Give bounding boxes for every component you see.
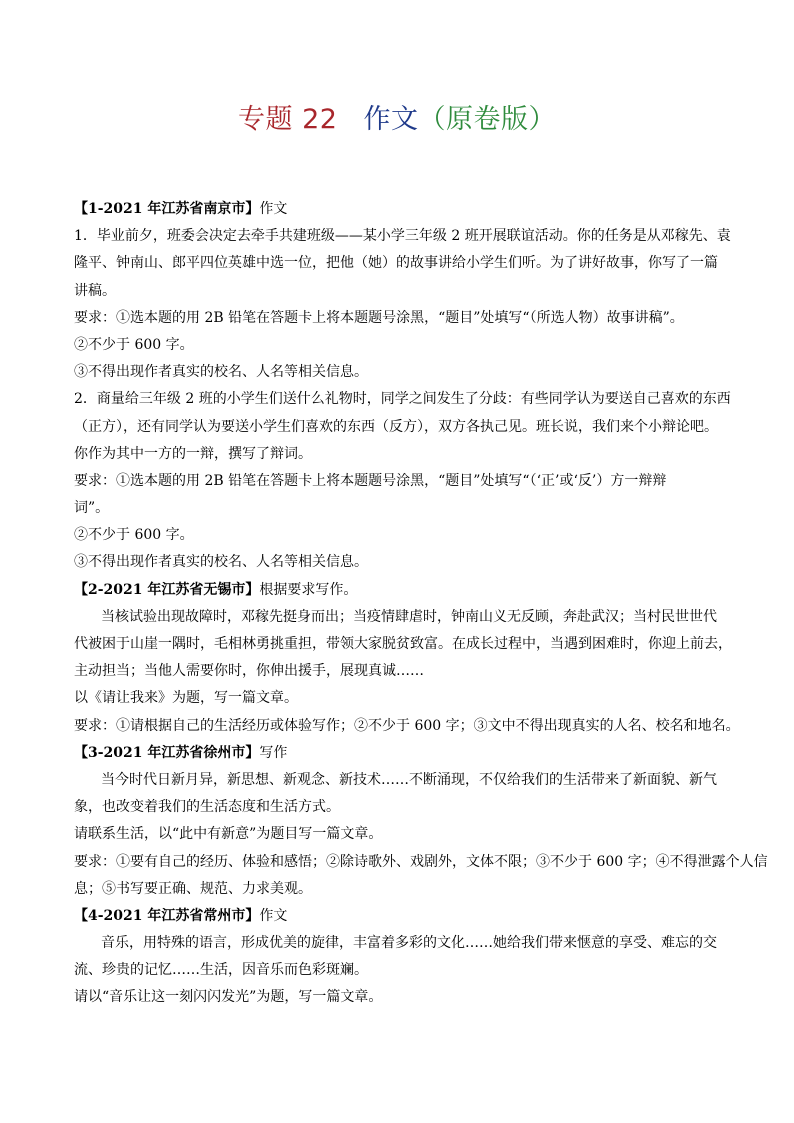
requirement-line: 要求：①请根据自己的生活经历或体验写作；②不少于 600 字；③文中不得出现真实的人名、校名和地名。	[74, 717, 740, 734]
section-source: 【1-2021 年江苏省南京市】	[74, 201, 260, 217]
question-section	[74, 740, 768, 903]
requirement-line: ②不少于 600 字。	[74, 527, 194, 544]
body-line: 请联系生活，以“此中有新意”为题目写一篇文章。	[74, 826, 383, 843]
section-task: 作文	[259, 201, 288, 217]
section-source: 【3-2021 年江苏省徐州市】	[74, 744, 260, 761]
requirement-line: 息；⑤书写要正确、规范、力求美观。	[74, 880, 312, 897]
body-line: 当核试验出现故障时，邓稼先挺身而出；当疫情肆虐时，钟南山义无反顾，奔赴武汉；当村民世世代	[101, 608, 717, 625]
body-line: 主动担当；当他人需要你时，你伸出援手，展现真诚……	[74, 663, 424, 680]
requirement-line: 要求：①要有自己的经历、体验和感悟；②除诗歌外、戏剧外，文体不限；③不少于 600 字；④不得泄露个人信	[74, 853, 768, 870]
body-line: 隆平、钟南山、郎平四位英雄中选一位，把他（她）的故事讲给小学生们听。为了讲好故事，你写了一篇	[74, 255, 718, 272]
body-line: 2．商量给三年级 2 班的小学生们送什么礼物时，同学之间发生了分歧：有些同学认为要送自己喜欢的东西	[74, 391, 731, 408]
requirement-line: 词”。	[74, 500, 110, 517]
requirement-line: ③不得出现作者真实的校名、人名等相关信息。	[74, 364, 368, 381]
requirement-line: ②不少于 600 字。	[74, 336, 194, 353]
requirement-line: 要求：①选本题的用 2B 铅笔在答题卡上将本题题号涂黑，“题目”处填写“（所选人物）故事讲稿”。	[74, 309, 684, 326]
body-line: 象，也改变着我们的生活态度和生活方式。	[74, 799, 340, 816]
section-task: 作文	[259, 907, 288, 924]
section-header	[74, 196, 730, 223]
body-line: 代被困于山崖一隅时，毛相林勇挑重担，带领大家脱贫致富。在成长过程中，当遇到困难时，你迎上前去，	[74, 636, 732, 652]
section-source: 【2-2021 年江苏省无锡市】	[74, 581, 260, 598]
requirement-line: 要求：①选本题的用 2B 铅笔在答题卡上将本题题号涂黑，“题目”处填写“（‘正’或‘反’）方一辩辩	[74, 472, 667, 489]
body-line: 音乐，用特殊的语言，形成优美的旋律，丰富着多彩的文化……她给我们带来惬意的享受、难忘的交	[101, 935, 717, 952]
body-line: 当今时代日新月异，新思想、新观念、新技术……不断涌现，不仅给我们的生活带来了新面貌、新气	[101, 771, 717, 788]
title-edition: （原卷版）	[418, 104, 556, 135]
page-title	[0, 100, 794, 140]
title-subject: 作文	[363, 104, 419, 135]
section-header	[74, 903, 730, 930]
body-line: 你作为其中一方的一辩，撰写了辩词。	[74, 445, 312, 462]
title-topic-number: 专题 22	[238, 104, 338, 135]
body-line: 讲稿。	[74, 282, 116, 299]
body-line: 请以“音乐让这一刻闪闪发光”为题，写一篇文章。	[74, 989, 383, 1006]
body-line: 1．毕业前夕，班委会决定去牵手共建班级——某小学三年级 2 班开展联谊活动。你的任务是从邓稼先、袁	[74, 228, 731, 245]
body-line: （正方），还有同学认为要送小学生们喜欢的东西（反方），双方各执己见。班长说，我们来个小辩论吧。	[74, 418, 718, 435]
section-task: 根据要求写作。	[259, 581, 358, 598]
section-source: 【4-2021 年江苏省常州市】	[74, 907, 260, 924]
question-section	[74, 196, 730, 577]
section-header	[74, 740, 730, 767]
document-body	[74, 196, 768, 1012]
section-header	[74, 577, 730, 604]
question-section	[74, 577, 740, 740]
body-line: 流、珍贵的记忆……生活，因音乐而色彩斑斓。	[74, 962, 368, 979]
question-section	[74, 903, 730, 1012]
section-task: 写作	[259, 744, 288, 761]
requirement-line: ③不得出现作者真实的校名、人名等相关信息。	[74, 554, 368, 571]
body-line: 以《请让我来》为题，写一篇文章。	[74, 690, 298, 707]
